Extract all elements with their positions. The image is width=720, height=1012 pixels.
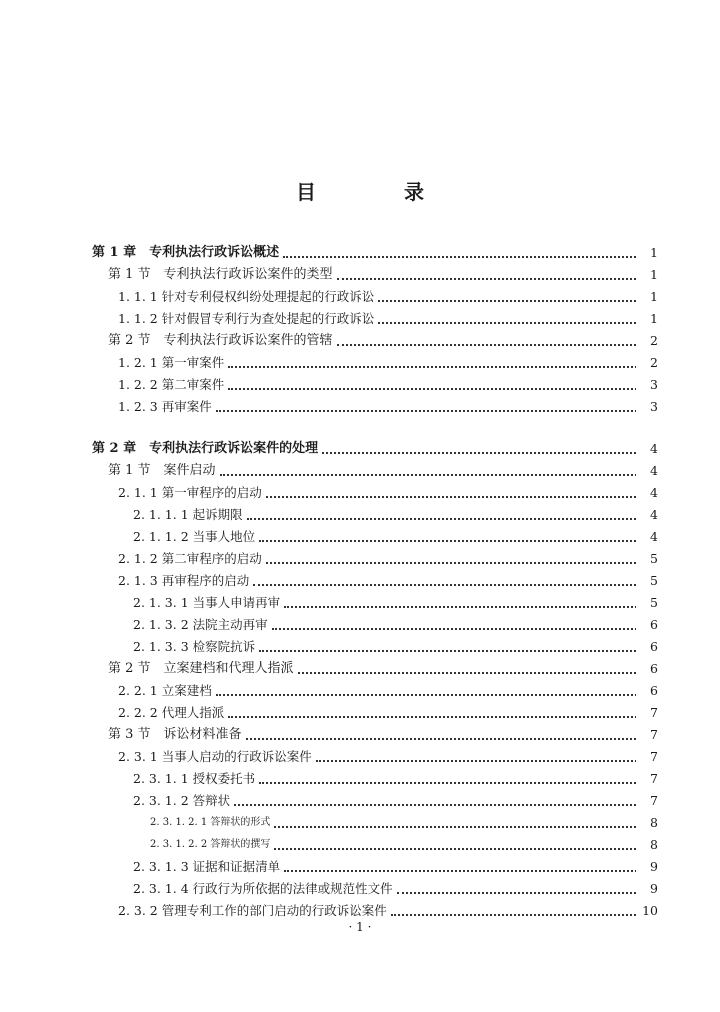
toc-entry-page: 1: [636, 308, 658, 330]
toc-entry-page: 3: [636, 374, 658, 396]
toc-entry-label: 第 1 节 专利执法行政诉讼案件的类型: [108, 264, 337, 286]
toc-entry-label: 1. 1. 2 针对假冒专利行为查处提起的行政诉讼: [118, 308, 378, 330]
toc-entry[interactable]: [0, 856, 720, 878]
toc-entry-label: 2. 3. 1. 2 答辩状: [133, 790, 234, 812]
toc-entry[interactable]: [0, 636, 720, 658]
toc-entry-page: 7: [636, 790, 658, 812]
toc-entry-label: 2. 1. 3. 2 法院主动再审: [133, 614, 272, 636]
toc-entry-label: 2. 3. 2 管理专利工作的部门启动的行政诉讼案件: [118, 900, 391, 922]
toc-entry[interactable]: [0, 768, 720, 790]
toc-entry-page: 9: [636, 856, 658, 878]
toc-entry-page: 2: [636, 330, 658, 352]
toc-entry-page: 4: [636, 460, 658, 482]
toc-entry-label: 2. 1. 3. 3 检察院抗诉: [133, 636, 259, 658]
page-number-footer: · 1 ·: [348, 920, 372, 934]
toc-entry-page: 9: [636, 878, 658, 900]
toc-entry[interactable]: [0, 702, 720, 724]
toc-entry-label: 2. 1. 3 再审程序的启动: [118, 570, 253, 592]
toc-entry-label: 第 1 章 专利执法行政诉讼概述: [92, 242, 283, 264]
toc-entry-page: 2: [636, 352, 658, 374]
toc-entry[interactable]: [0, 482, 720, 504]
toc-entry-label: 2. 2. 2 代理人指派: [118, 702, 228, 724]
toc-entry-label: 2. 3. 1. 1 授权委托书: [133, 768, 259, 790]
toc-entry-label: 第 2 节 专利执法行政诉讼案件的管辖: [108, 330, 337, 352]
toc-entry-label: 2. 1. 2 第二审程序的启动: [118, 548, 266, 570]
toc-entry[interactable]: [0, 812, 720, 834]
toc-entry-page: 6: [636, 636, 658, 658]
toc-entry-label: 2. 3. 1. 4 行政行为所依据的法律或规范性文件: [133, 878, 397, 900]
toc-entry-page: 6: [636, 658, 658, 680]
toc-entry[interactable]: [0, 264, 720, 286]
toc-entry[interactable]: [0, 242, 720, 264]
toc-entry[interactable]: [0, 746, 720, 768]
toc-entry-page: 6: [636, 614, 658, 636]
toc-entry-label: 第 2 节 立案建档和代理人指派: [108, 658, 298, 680]
toc-entry[interactable]: [0, 438, 720, 460]
toc-entry-page: 7: [636, 724, 658, 746]
toc-entry[interactable]: [0, 658, 720, 680]
toc-entry[interactable]: [0, 680, 720, 702]
toc-entry-label: 第 3 节 诉讼材料准备: [108, 724, 246, 746]
toc-entry-label: 2. 3. 1 当事人启动的行政诉讼案件: [118, 746, 316, 768]
toc-entry-page: 1: [636, 242, 658, 264]
toc-entry-label: 第 1 节 案件启动: [108, 460, 220, 482]
toc-entry-page: 1: [636, 264, 658, 286]
toc-entry-page: 7: [636, 702, 658, 724]
toc-entry-page: 5: [636, 592, 658, 614]
toc-entry[interactable]: [0, 878, 720, 900]
toc-entry[interactable]: [0, 724, 720, 746]
toc-entry-page: 8: [636, 812, 658, 834]
toc-entry[interactable]: [0, 286, 720, 308]
toc-entry[interactable]: [0, 396, 720, 418]
toc-entry[interactable]: [0, 592, 720, 614]
toc-entry[interactable]: [0, 834, 720, 856]
toc-entry[interactable]: [0, 374, 720, 396]
toc-entry[interactable]: [0, 790, 720, 812]
toc-entry[interactable]: [0, 460, 720, 482]
toc-entry-page: 5: [636, 548, 658, 570]
toc-entry-page: 5: [636, 570, 658, 592]
toc-entry-page: 1: [636, 286, 658, 308]
toc-entry-page: 6: [636, 680, 658, 702]
toc-entry-label: 1. 2. 3 再审案件: [118, 396, 216, 418]
toc-entry-label: 2. 2. 1 立案建档: [118, 680, 216, 702]
toc-entry-label: 2. 3. 1. 2. 1 答辩状的形式: [150, 812, 274, 834]
toc-entry-page: 8: [636, 834, 658, 856]
toc-entry-label: 2. 3. 1. 3 证据和证据清单: [133, 856, 284, 878]
toc-entry-label: 1. 2. 1 第一审案件: [118, 352, 228, 374]
toc-entry[interactable]: [0, 330, 720, 352]
toc-entry[interactable]: [0, 352, 720, 374]
toc-entry[interactable]: [0, 308, 720, 330]
toc-entry-page: 4: [636, 526, 658, 548]
toc-entry-page: 4: [636, 438, 658, 460]
toc-entry-label: 1. 1. 1 针对专利侵权纠纷处理提起的行政诉讼: [118, 286, 378, 308]
toc-entry-label: 2. 1. 1. 1 起诉期限: [133, 504, 247, 526]
page-title: 目 录: [296, 180, 458, 204]
toc-entry[interactable]: [0, 570, 720, 592]
toc-entry-page: 7: [636, 746, 658, 768]
toc-entry-label: 1. 2. 2 第二审案件: [118, 374, 228, 396]
toc-entry-label: 第 2 章 专利执法行政诉讼案件的处理: [92, 438, 322, 460]
toc-entry-page: 3: [636, 396, 658, 418]
toc-entry-page: 10: [636, 900, 658, 922]
toc-entry[interactable]: [0, 504, 720, 526]
toc-entry-page: 4: [636, 504, 658, 526]
toc-entry[interactable]: [0, 548, 720, 570]
toc-entry-label: 2. 3. 1. 2. 2 答辩状的撰写: [150, 834, 274, 856]
toc-entry-label: 2. 1. 3. 1 当事人申请再审: [133, 592, 284, 614]
toc-entry-label: 2. 1. 1 第一审程序的启动: [118, 482, 266, 504]
toc-entry-page: 4: [636, 482, 658, 504]
toc-entry-label: 2. 1. 1. 2 当事人地位: [133, 526, 259, 548]
toc-entry-page: 7: [636, 768, 658, 790]
toc-entry[interactable]: [0, 614, 720, 636]
toc-entry[interactable]: [0, 900, 720, 922]
toc-entry[interactable]: [0, 526, 720, 548]
